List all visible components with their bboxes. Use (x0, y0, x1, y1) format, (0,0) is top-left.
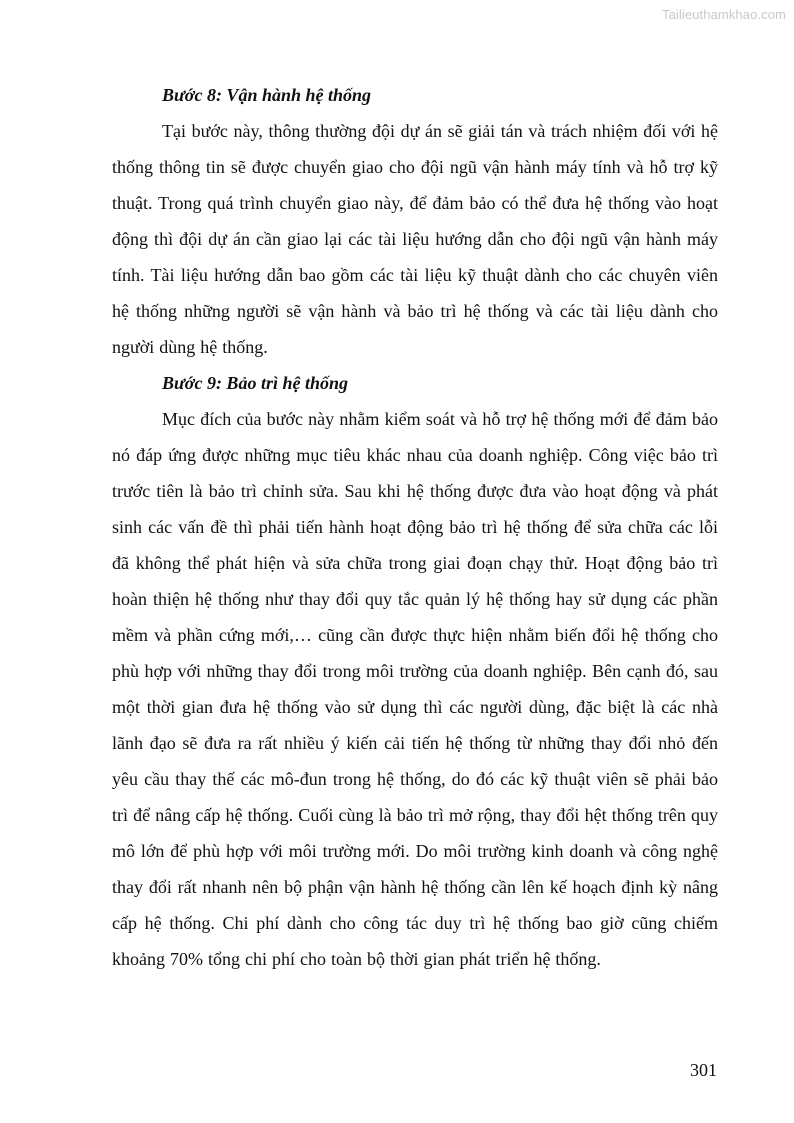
document-body (112, 77, 718, 977)
section-heading-step-9: Bước 9: Bảo trì hệ thống (162, 373, 348, 393)
section-paragraph-step-8: Tại bước này, thông thường đội dự án sẽ giải tán và trách nhiệm đối với hệ thống thông tin sẽ được chuyển giao cho đội ngũ vận hành máy tính và hỗ trợ kỹ thuật. Trong quá trình chuyển giao này, để đảm bảo có thể đưa hệ thống vào hoạt động thì đội dự án cần giao lại các tài liệu hướng dẫn cho đội ngũ vận hành máy tính. Tài liệu hướng dẫn bao gồm các tài liệu kỹ thuật dành cho các chuyên viên hệ thống những người sẽ vận hành và bảo trì hệ thống và các tài liệu dành cho người dùng hệ thống. (112, 121, 718, 357)
section-paragraph-step-9: Mục đích của bước này nhằm kiểm soát và hỗ trợ hệ thống mới để đảm bảo nó đáp ứng được những mục tiêu khác nhau của doanh nghiệp. Công việc bảo trì trước tiên là bảo trì chỉnh sửa. Sau khi hệ thống được đưa vào hoạt động và phát sinh các vấn đề thì phải tiến hành hoạt động bảo trì hệ thống để sửa chữa các lỗi đã không thể phát hiện và sửa chữa trong giai đoạn chạy thử. Hoạt động bảo trì hoàn thiện hệ thống như thay đổi quy tắc quản lý hệ thống hay sử dụng các phần mềm và phần cứng mới,… cũng cần được thực hiện nhằm biến đổi hệ thống cho phù hợp với những thay đổi trong môi trường của doanh nghiệp. Bên cạnh đó, sau một thời gian đưa hệ thống vào sử dụng thì các người dùng, đặc biệt là các nhà lãnh đạo sẽ đưa ra rất nhiều ý kiến cải tiến hệ thống từ những thay đổi nhỏ đến yêu cầu thay thế các mô-đun trong hệ thống, do đó các kỹ thuật viên sẽ phải bảo trì để nâng cấp hệ thống. Cuối cùng là bảo trì mở rộng, thay đổi hệt thống trên quy mô lớn để phù hợp với môi trường mới. Do môi trường kinh doanh và công nghệ thay đổi rất nhanh nên bộ phận vận hành hệ thống cần lên kế hoạch định kỳ nâng cấp hệ thống. Chi phí dành cho công tác duy trì hệ thống bao giờ cũng chiếm khoảng 70% tổng chi phí cho toàn bộ thời gian phát triển hệ thống. (112, 409, 718, 969)
section-heading-step-8: Bước 8: Vận hành hệ thống (162, 85, 372, 105)
watermark: Tailieuthamkhao.com (661, 7, 786, 22)
page-number: 301 (690, 1060, 717, 1080)
